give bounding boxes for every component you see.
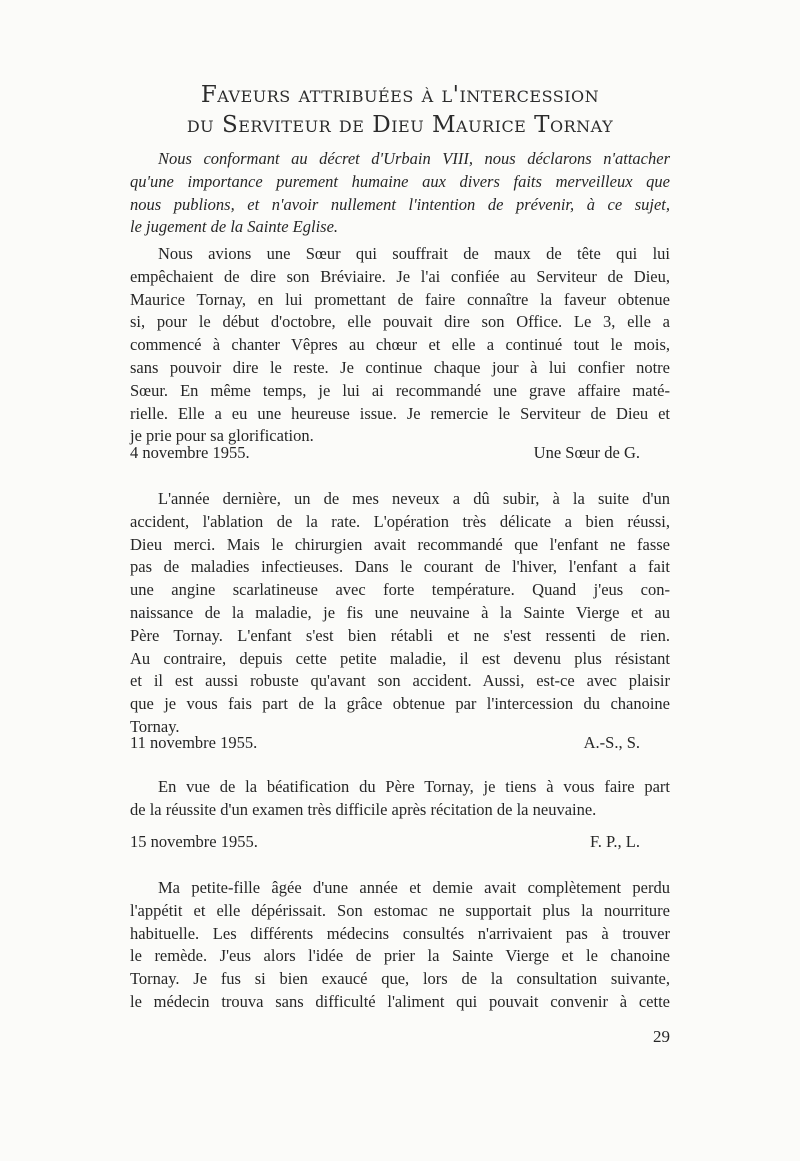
testimony-line: Sœur. En même temps, je lui ai recommandé une grave affaire maté- — [130, 380, 670, 400]
testimony-line: Au contraire, depuis cette petite maladie, il est devenu plus résistant — [130, 648, 670, 668]
testimony-line: accident, l'ablation de la rate. L'opération très délicate a bien réussi, — [130, 511, 670, 531]
testimony-line: Ma petite-fille âgée d'une année et demie avait complètement perdu — [158, 878, 670, 897]
intro-line: Nous conformant au décret d'Urbain VIII, nous déclarons n'attacher — [158, 149, 670, 168]
testimony-date: 11 novembre 1955. — [130, 733, 258, 752]
testimony-line: Nous avions une Sœur qui souffrait de maux de tête qui lui — [158, 244, 670, 263]
testimony-line: le médecin trouva sans difficulté l'aliment qui pouvait convenir à cette — [130, 991, 670, 1011]
testimony-line: En vue de la béatification du Père Tornay, je tiens à vous faire part — [158, 777, 670, 796]
testimony-date: 4 novembre 1955. — [130, 443, 250, 462]
testimony-line: si, pour le début d'octobre, elle pouvait dire son Office. Le 3, elle a — [130, 312, 670, 332]
testimony-date: 15 novembre 1955. — [130, 832, 258, 851]
testimony-line: et il est aussi robuste qu'avant son accident. Aussi, est-ce avec plaisir — [130, 671, 670, 691]
testimony-line: Tornay. Je fus si bien exaucé que, lors de la consultation suivante, — [130, 969, 670, 989]
testimony-line: commencé à chanter Vêpres au chœur et elle a continué tout le mois, — [130, 335, 670, 355]
testimony-signature: A.-S., S. — [583, 733, 640, 752]
testimony-signature: Une Sœur de G. — [533, 443, 640, 462]
intro-line: le jugement de la Sainte Eglise. — [130, 217, 339, 237]
testimony-line: habituelle. Les différents médecins consultés n'arrivaient pas à trouver — [130, 923, 670, 943]
intro-disclaimer — [130, 148, 670, 239]
intro-line: nous publions, et n'avoir nullement l'intention de prévenir, à ce sujet, — [130, 194, 670, 214]
testimony-signature: F. P., L. — [589, 832, 640, 851]
page-title — [100, 80, 700, 140]
title-line-1: Faveurs attribuées à l'intercession — [200, 82, 600, 108]
testimony-2 — [130, 488, 670, 739]
testimony-line: l'appétit et elle dépérissait. Son estomac ne supportait plus la nourriture — [130, 900, 670, 920]
testimony-line: empêchaient de dire son Bréviaire. Je l'ai confiée au Serviteur de Dieu, — [130, 266, 670, 286]
testimony-line: de la réussite d'un examen très difficile après récitation de la neuvaine. — [130, 799, 597, 819]
testimony-line: Père Tornay. L'enfant s'est bien rétabli et ne s'est ressenti de rien. — [130, 625, 670, 645]
testimony-3 — [130, 776, 670, 822]
testimony-line: je prie pour sa glorification. — [130, 426, 314, 446]
title-line-2: du Serviteur de Dieu Maurice Tornay — [186, 112, 614, 138]
testimony-4 — [130, 877, 670, 1014]
testimony-line: Tornay. — [130, 716, 180, 736]
testimony-line: Maurice Tornay, en lui promettant de faire connaître la faveur obtenue — [130, 289, 670, 309]
testimony-line: pas de maladies infectieuses. Dans le courant de l'hiver, l'enfant a fait — [130, 557, 670, 577]
testimony-1 — [130, 243, 670, 448]
testimony-line: une angine scarlatineuse avec forte température. Quand j'eus con- — [130, 580, 670, 600]
testimony-line: que je vous fais part de la grâce obtenue par l'intercession du chanoine — [130, 694, 670, 714]
testimony-line: rielle. Elle a eu une heureuse issue. Je remercie le Serviteur de Dieu et — [130, 403, 670, 423]
testimony-line: naissance de la maladie, je fis une neuvaine à la Sainte Vierge et au — [130, 602, 670, 622]
testimony-line: L'année dernière, un de mes neveux a dû subir, à la suite d'un — [158, 489, 670, 508]
testimony-line: sans pouvoir dire le reste. Je continue chaque jour à lui confier notre — [130, 357, 670, 377]
page-number: 29 — [653, 1027, 670, 1046]
testimony-line: Dieu merci. Mais le chirurgien avait recommandé que l'enfant ne fasse — [130, 534, 670, 554]
testimony-line: le remède. J'eus alors l'idée de prier la Sainte Vierge et le chanoine — [130, 946, 670, 966]
intro-line: qu'une importance purement humaine aux divers faits merveilleux que — [130, 171, 670, 191]
